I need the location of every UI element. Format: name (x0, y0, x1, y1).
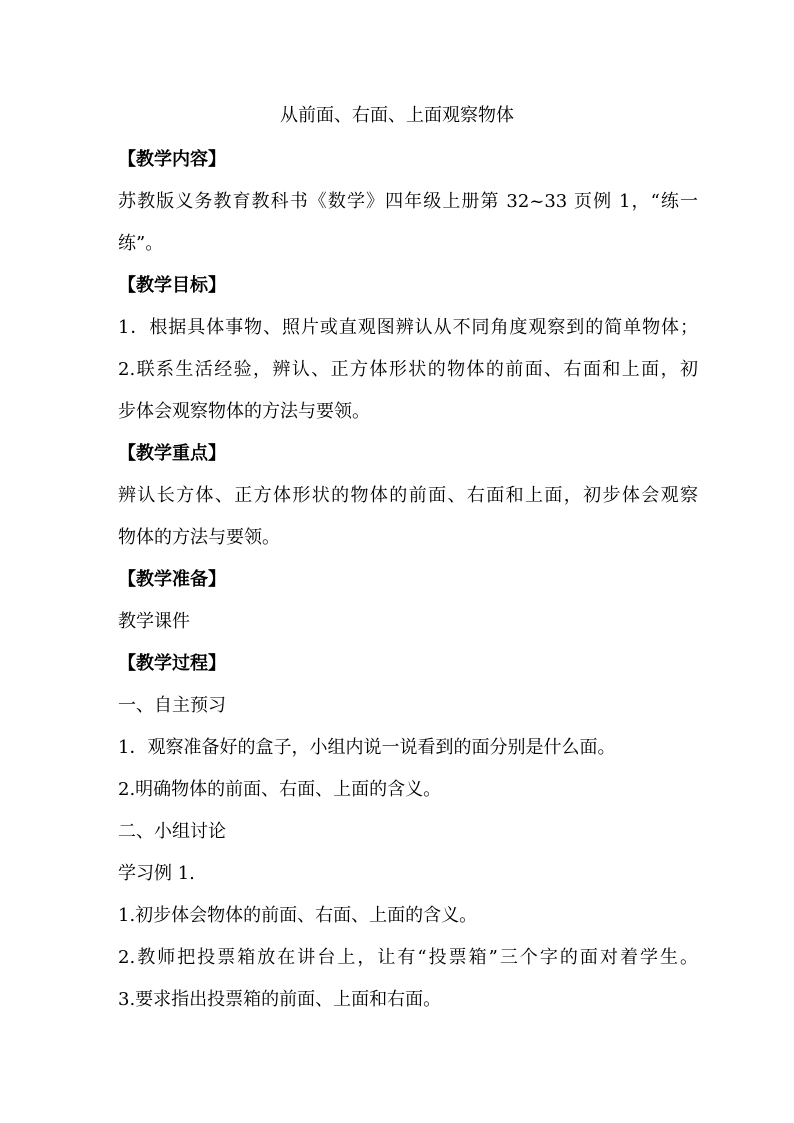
section-heading-content: 【教学内容】 (118, 149, 226, 170)
paragraph-line: 2.联系生活经验，辨认、正方体形状的物体的前面、右面和上面，初 (118, 359, 698, 380)
paragraph-line: 1.初步体会物体的前面、右面、上面的含义。 (118, 905, 478, 926)
paragraph-line: 练”。 (118, 233, 164, 254)
paragraph-line: 3.要求指出投票箱的前面、上面和右面。 (118, 989, 442, 1010)
paragraph-line: 2.教师把投票箱放在讲台上，让有“投票箱”三个字的面对着学生。 (118, 947, 698, 968)
paragraph-line: 一、自主预习 (118, 695, 226, 716)
section-heading-objectives: 【教学目标】 (118, 275, 226, 296)
paragraph-line: 辨认长方体、正方体形状的物体的前面、右面和上面，初步体会观察 (118, 485, 698, 506)
section-heading-preparation: 【教学准备】 (118, 569, 226, 590)
section-heading-process: 【教学过程】 (118, 653, 226, 674)
paragraph-line: 教学课件 (118, 611, 190, 632)
paragraph-line: 二、小组讨论 (118, 821, 226, 842)
paragraph-line: 学习例 1. (118, 863, 195, 884)
section-heading-key-points: 【教学重点】 (118, 443, 226, 464)
paragraph-line: 苏教版义务教育教科书《数学》四年级上册第 32~33 页例 1，“练一 (118, 191, 698, 212)
paragraph-line: 2.明确物体的前面、右面、上面的含义。 (118, 779, 442, 800)
document-title: 从前面、右面、上面观察物体 (280, 105, 514, 126)
paragraph-line: 物体的方法与要领。 (118, 527, 280, 548)
paragraph-line: 1．根据具体事物、照片或直观图辨认从不同角度观察到的简单物体； (118, 317, 698, 338)
paragraph-line: 步体会观察物体的方法与要领。 (118, 401, 370, 422)
paragraph-line: 1．观察准备好的盒子，小组内说一说看到的面分别是什么面。 (118, 737, 616, 758)
